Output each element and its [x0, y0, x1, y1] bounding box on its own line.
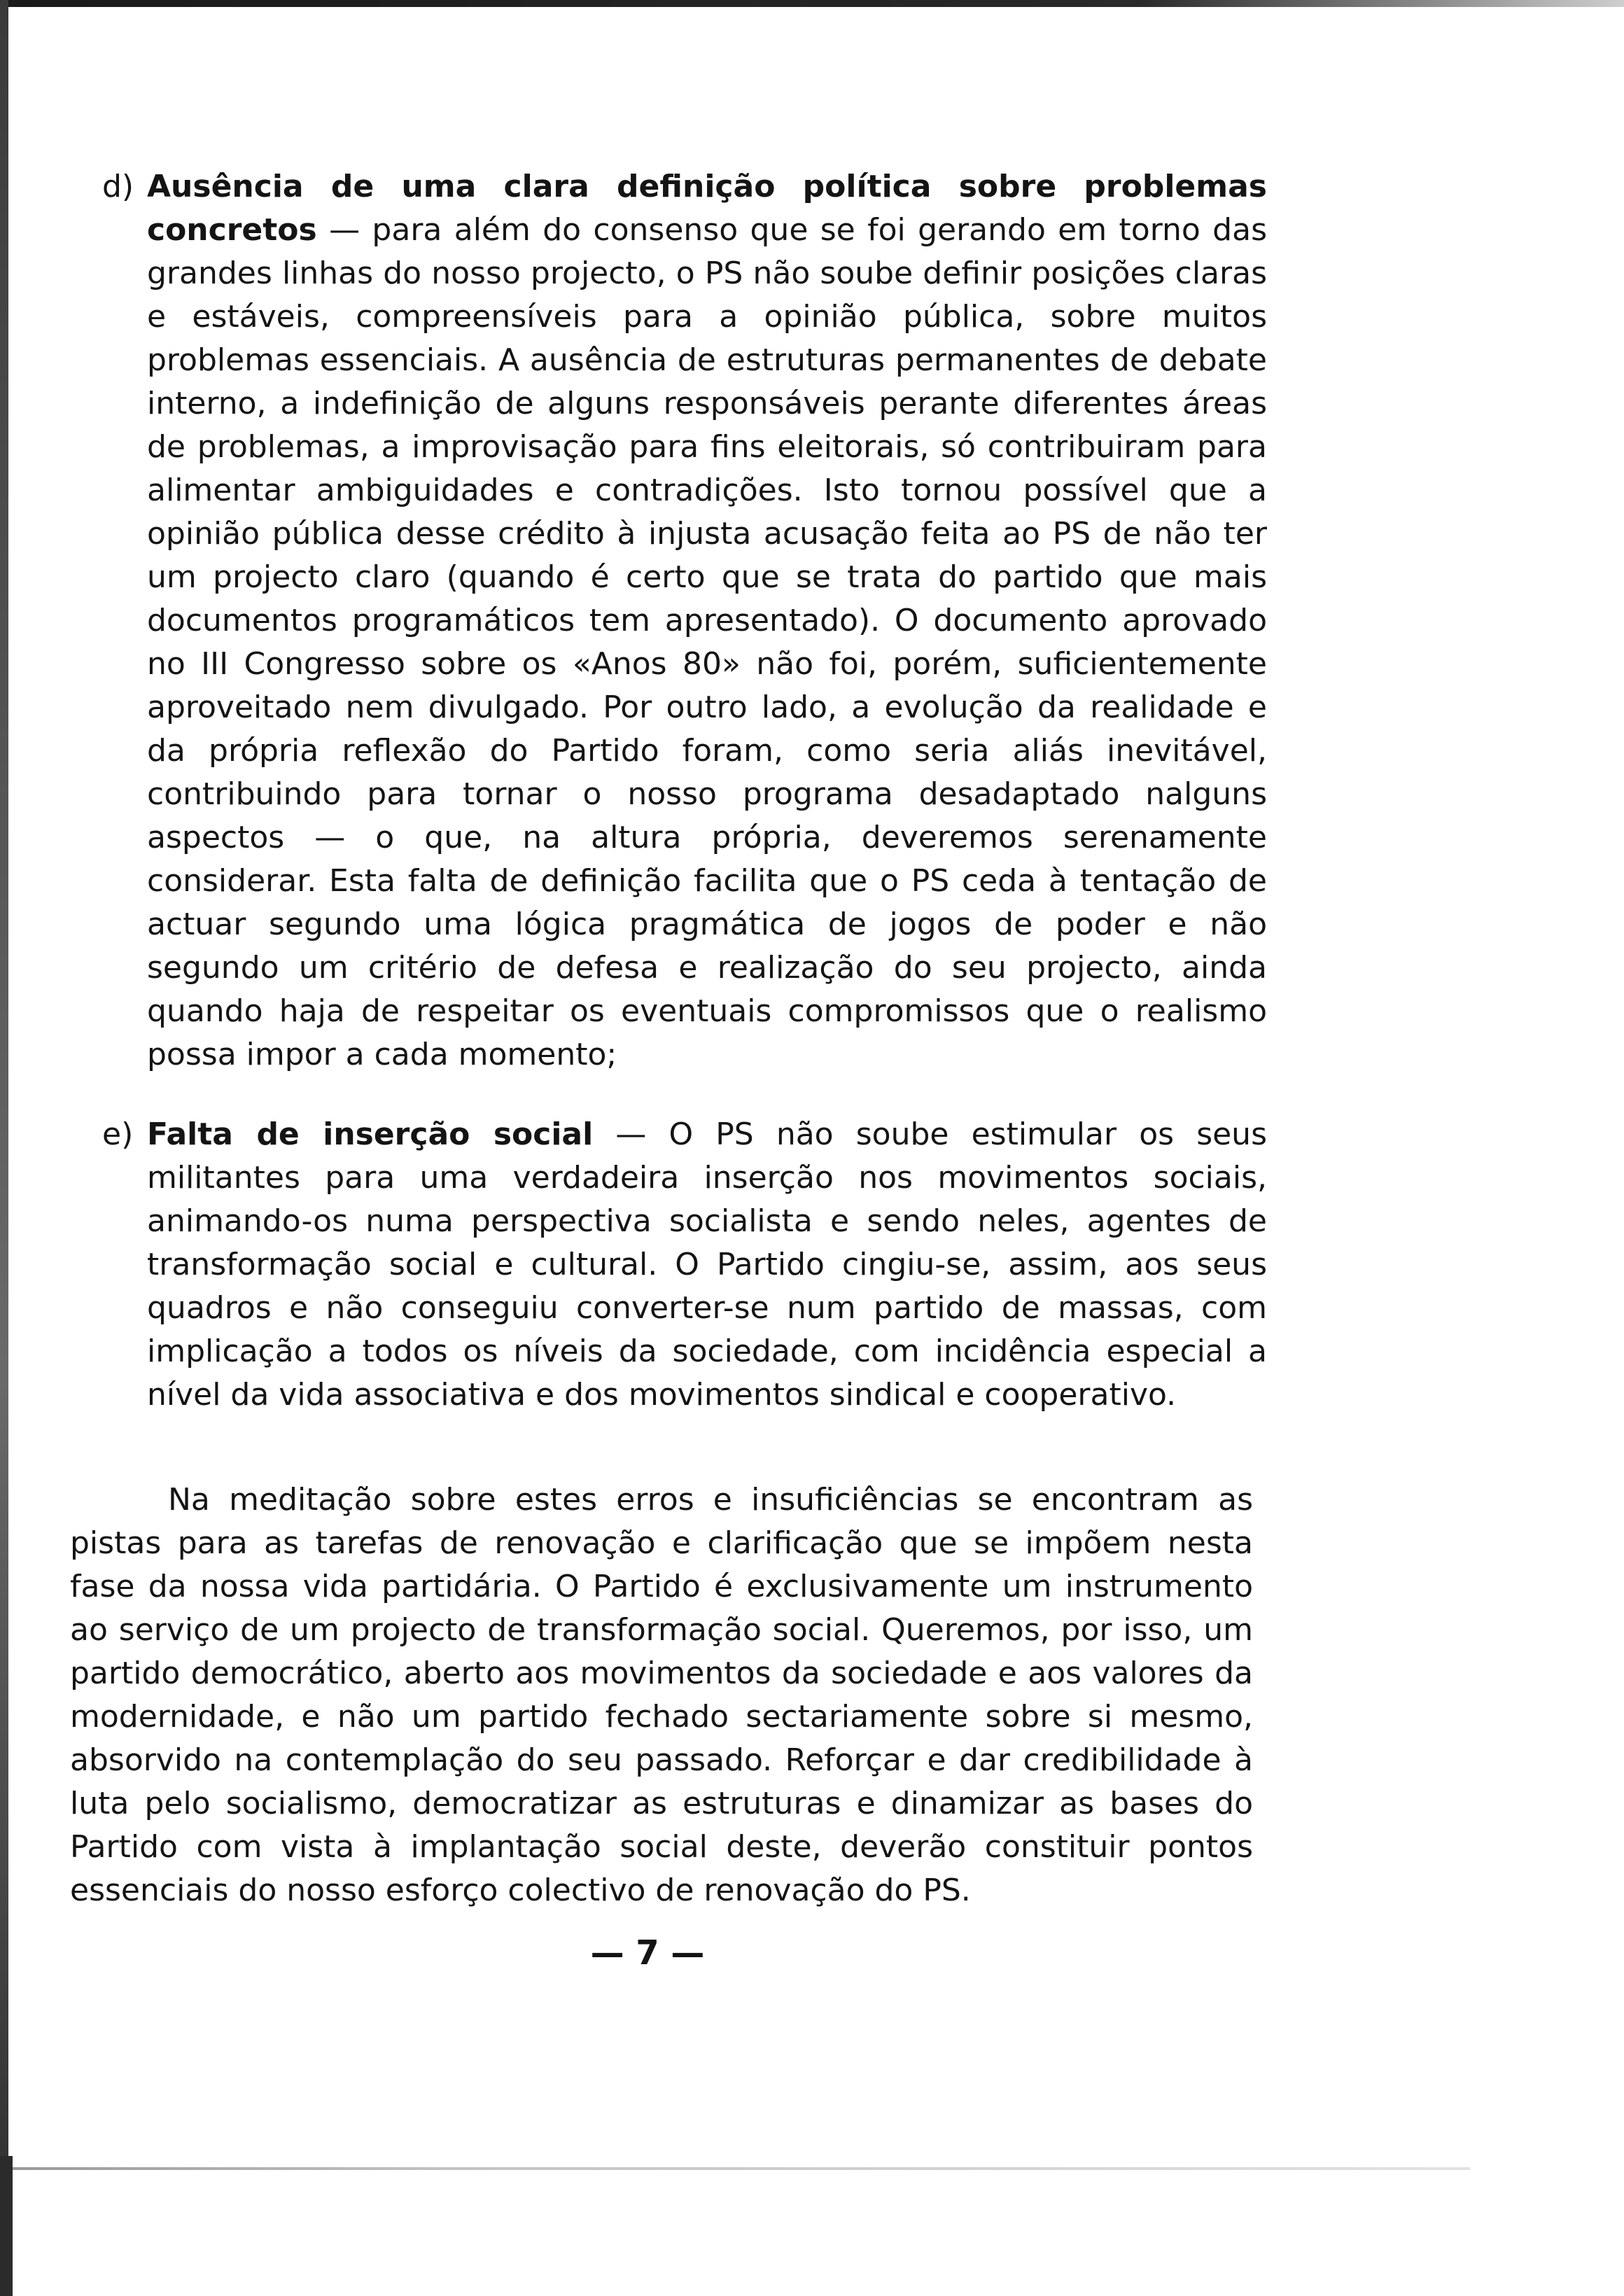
scan-edge-bottom-left [0, 2156, 13, 2296]
page-number: — 7 — [590, 1933, 705, 1973]
list-item-e [102, 1113, 1267, 1417]
list-item-text [147, 1113, 1267, 1417]
list-item-d [102, 165, 1267, 1077]
list-item-text [147, 165, 1267, 1077]
scan-edge-top [0, 0, 1624, 7]
item-body: — para além do consenso que se foi gerando em torno das grandes linhas do nosso projecto, o PS não soube definir posições claras e estáveis, compreensíveis para a opinião pública, sobre muitos problemas essenciais. A ausência de estruturas permanentes de debate interno, a indefinição de alguns responsáveis perante diferentes áreas de problemas, a improvisação para fins eleitorais, só contribuiram para alimentar ambiguidades e contradições. Isto tornou possível que a opinião pública desse crédito à injusta acusação feita ao PS de não ter um projecto claro (quando é certo que se trata do partido que mais documentos programáticos tem apresentado). O documento aprovado no III Congresso sobre os «Anos 80» não foi, porém, suficientemente aproveitado nem divulgado. Por outro lado, a evolução da realidade e da própria reflexão do Partido foram, como seria aliás inevitável, contribuindo para tornar o nosso programa desadaptado nalguns aspectos — o que, na altura própria, deveremos serenamente considerar. Esta falta de definição facilita que o PS ceda à tentação de actuar segundo uma lógica pragmática de jogos de poder e não segundo um critério de defesa e realização do seu projecto, ainda quando haja de respeitar os eventuais compromissos que o realismo possa impor a cada momento; [147, 212, 1267, 1072]
item-body: — O PS não soube estimular os seus militantes para uma verdadeira inserção nos movimentos sociais, animando-os numa perspectiva socialista e sendo neles, agentes de transformação social e cultural. O Partido cingiu-se, assim, aos seus quadros e não conseguiu converter-se num partido de massas, com implicação a todos os níveis da sociedade, com incidência especial a nível da vida associativa e dos movimentos sindical e cooperativo. [147, 1116, 1267, 1413]
closing-paragraph: Na meditação sobre estes erros e insuficiências se encontram as pistas para as tarefas de renovação e clarificação que se impõem nesta fase da nossa vida partidária. O Partido é exclusivamente um instrumento ao serviço de um projecto de transformação social. Queremos, por isso, um partido democrático, aberto aos movimentos da sociedade e aos valores da modernidade, e não um partido fechado sectariamente sobre si mesmo, absorvido na contemplação do seu passado. Reforçar e dar credibilidade à luta pelo socialismo, democratizar as estruturas e dinamizar as bases do Partido com vista à implantação social deste, deverão constituir pontos essenciais do nosso esforço colectivo de renovação do PS. [70, 1482, 1253, 1908]
list-marker: e) [102, 1116, 134, 1152]
scan-edge-bottom [0, 2167, 1470, 2170]
item-title: Falta de inserção social [147, 1116, 594, 1152]
item-title: Ausência de uma clara definição política sobre problemas concretos [147, 169, 1267, 248]
list-marker: d) [102, 169, 134, 204]
